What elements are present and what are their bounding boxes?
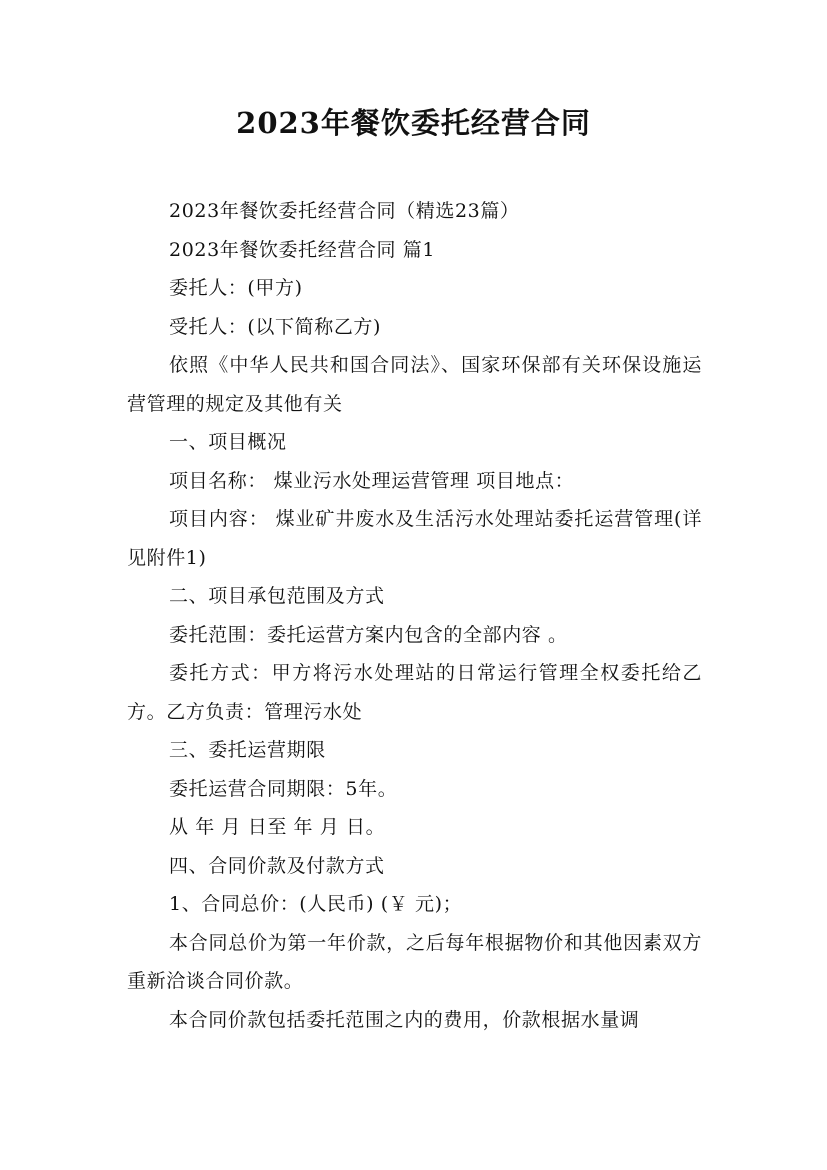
paragraph-subtitle: 2023年餐饮委托经营合同（精选23篇） bbox=[169, 200, 520, 222]
paragraph-principal: 委托人：(甲方) bbox=[169, 277, 303, 299]
paragraph-section-1-heading: 一、项目概况 bbox=[169, 431, 287, 453]
document-title: 2023年餐饮委托经营合同 bbox=[236, 106, 591, 140]
paragraph-date-range: 从 年 月 日至 年 月 日。 bbox=[169, 816, 386, 838]
document-body bbox=[127, 192, 702, 1039]
paragraph-legal-basis: 依照《中华人民共和国合同法》、国家环保部有关环保设施运营管理的规定及其他有关 bbox=[127, 354, 702, 415]
paragraph-section-2-heading: 二、项目承包范围及方式 bbox=[169, 585, 385, 607]
paragraph-entrust-scope: 委托范围：委托运营方案内包含的全部内容 。 bbox=[169, 623, 568, 646]
paragraph-trustee: 受托人：(以下简称乙方) bbox=[169, 315, 382, 338]
paragraph-entrust-method: 委托方式：甲方将污水处理站的日常运行管理全权委托给乙方。乙方负责：管理污水处 bbox=[127, 662, 702, 723]
paragraph-section-3-heading: 三、委托运营期限 bbox=[169, 739, 326, 761]
paragraph-price-scope: 本合同价款包括委托范围之内的费用，价款根据水量调 bbox=[169, 1008, 640, 1031]
paragraph-total-price: 1、合同总价：(人民币) (￥ 元)； bbox=[169, 893, 463, 915]
paragraph-contract-term: 委托运营合同期限：5年。 bbox=[169, 777, 398, 800]
paragraph-chapter-heading: 2023年餐饮委托经营合同 篇1 bbox=[169, 238, 436, 261]
paragraph-project-name: 项目名称： 煤业污水处理运营管理 项目地点： bbox=[169, 469, 575, 492]
paragraph-section-4-heading: 四、合同价款及付款方式 bbox=[169, 854, 385, 877]
paragraph-project-content: 项目内容： 煤业矿井废水及生活污水处理站委托运营管理(详见附件1) bbox=[127, 508, 702, 569]
paragraph-price-renegotiation: 本合同总价为第一年价款，之后每年根据物价和其他因素双方重新洽谈合同价款。 bbox=[127, 931, 702, 992]
